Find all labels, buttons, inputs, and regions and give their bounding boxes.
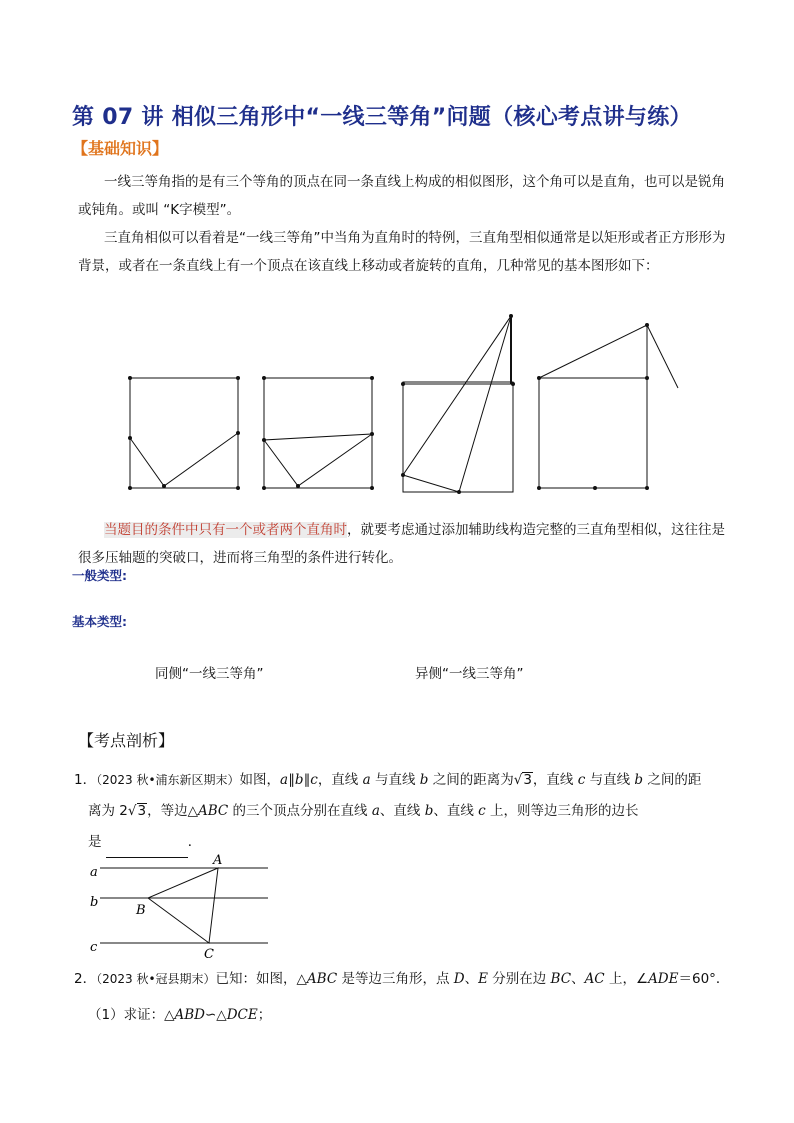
intro-paragraph-2 xyxy=(78,224,728,280)
q1-number: 1． xyxy=(74,772,97,788)
figure-1-k-shape xyxy=(130,433,238,486)
page-title: 第 07 讲 相似三角形中“一线三等角”问题（核心考点讲与练） xyxy=(72,105,692,130)
figure-3-triangle xyxy=(403,316,511,492)
basic-figures xyxy=(0,300,794,510)
label-general-type: 一般类型: xyxy=(72,568,127,583)
figure-4-line-up xyxy=(539,325,647,378)
label-C: C xyxy=(204,947,214,962)
label-same-side: 同侧“一线三等角” xyxy=(155,666,264,682)
figure-4 xyxy=(539,325,678,488)
q2-source: （2023 秋•冠县期末） xyxy=(96,972,216,986)
note-rest: ，就要考虑通过添加辅助线构造完整的三直角型相似，这往往是很多压轴题的突破口，进而将三角型的条件进行转化。 xyxy=(78,522,725,566)
section-heading-analysis: 【考点剖析】 xyxy=(78,731,175,750)
figure-2 xyxy=(264,378,372,488)
q1-sqrt-1: 3 xyxy=(523,772,532,788)
q1-sqrt-2: 3 xyxy=(137,803,147,819)
q2-number: 2． xyxy=(74,971,97,987)
q2-sub1-number: （1） xyxy=(88,1007,124,1023)
figure-4-rect xyxy=(539,378,647,488)
label-a: a xyxy=(90,865,98,880)
question-2: 2．（2023 秋•冠县期末）已知：如图，△ABC 是等边三角形，点 D、E 分别在边 BC、AC 上，∠ADE＝60°． （1）求证：△ABD∽△DCE； xyxy=(74,971,730,1023)
note-highlight: 当题目的条件中只有一个或者两个直角时 xyxy=(104,522,347,538)
section-heading-basic-knowledge: 【基础知识】 xyxy=(72,139,169,158)
figure-4-line-down xyxy=(647,325,678,388)
question-1: 1．（2023 秋•浦东新区期末）如图，a∥b∥c，直线 a 与直线 b 之间的距离为√3，直线 c 与直线 b 之间的距 离为 2√3，等边△ABC 的三个顶点分别在直线 a、直线 b、直线 c 上，则等边三角形的边长 是 ． xyxy=(88,765,738,858)
q1-figure xyxy=(80,850,290,962)
label-b: b xyxy=(90,895,99,910)
label-opposite-side: 异侧“一线三等角” xyxy=(415,666,524,682)
label-A: A xyxy=(213,853,223,868)
triangle-abc xyxy=(148,868,218,943)
note-paragraph xyxy=(78,516,728,572)
figure-2-triangle xyxy=(264,434,372,486)
intro-text-1: 一线三等角指的是有三个等角的顶点在同一条直线上构成的相似图形，这个角可以是直角，也可以是锐角或钝角。或叫 “K字模型”。 xyxy=(78,174,725,218)
figure-3 xyxy=(403,316,513,492)
label-basic-type: 基本类型: xyxy=(72,614,127,629)
label-c: c xyxy=(90,940,98,955)
q1-source: （2023 秋•浦东新区期末） xyxy=(96,773,240,787)
label-B: B xyxy=(136,903,146,918)
intro-paragraph-1 xyxy=(78,168,728,224)
figure-3-rect xyxy=(403,382,513,492)
figure-1 xyxy=(130,378,238,488)
intro-text-2: 三直角相似可以看着是“一线三等角”中当角为直角时的特例，三直角型相似通常是以矩形或者正方形形为背景，或者在一条直线上有一个顶点在该直线上移动或者旋转的直角，几种常见的基本图形如下： xyxy=(78,230,726,274)
